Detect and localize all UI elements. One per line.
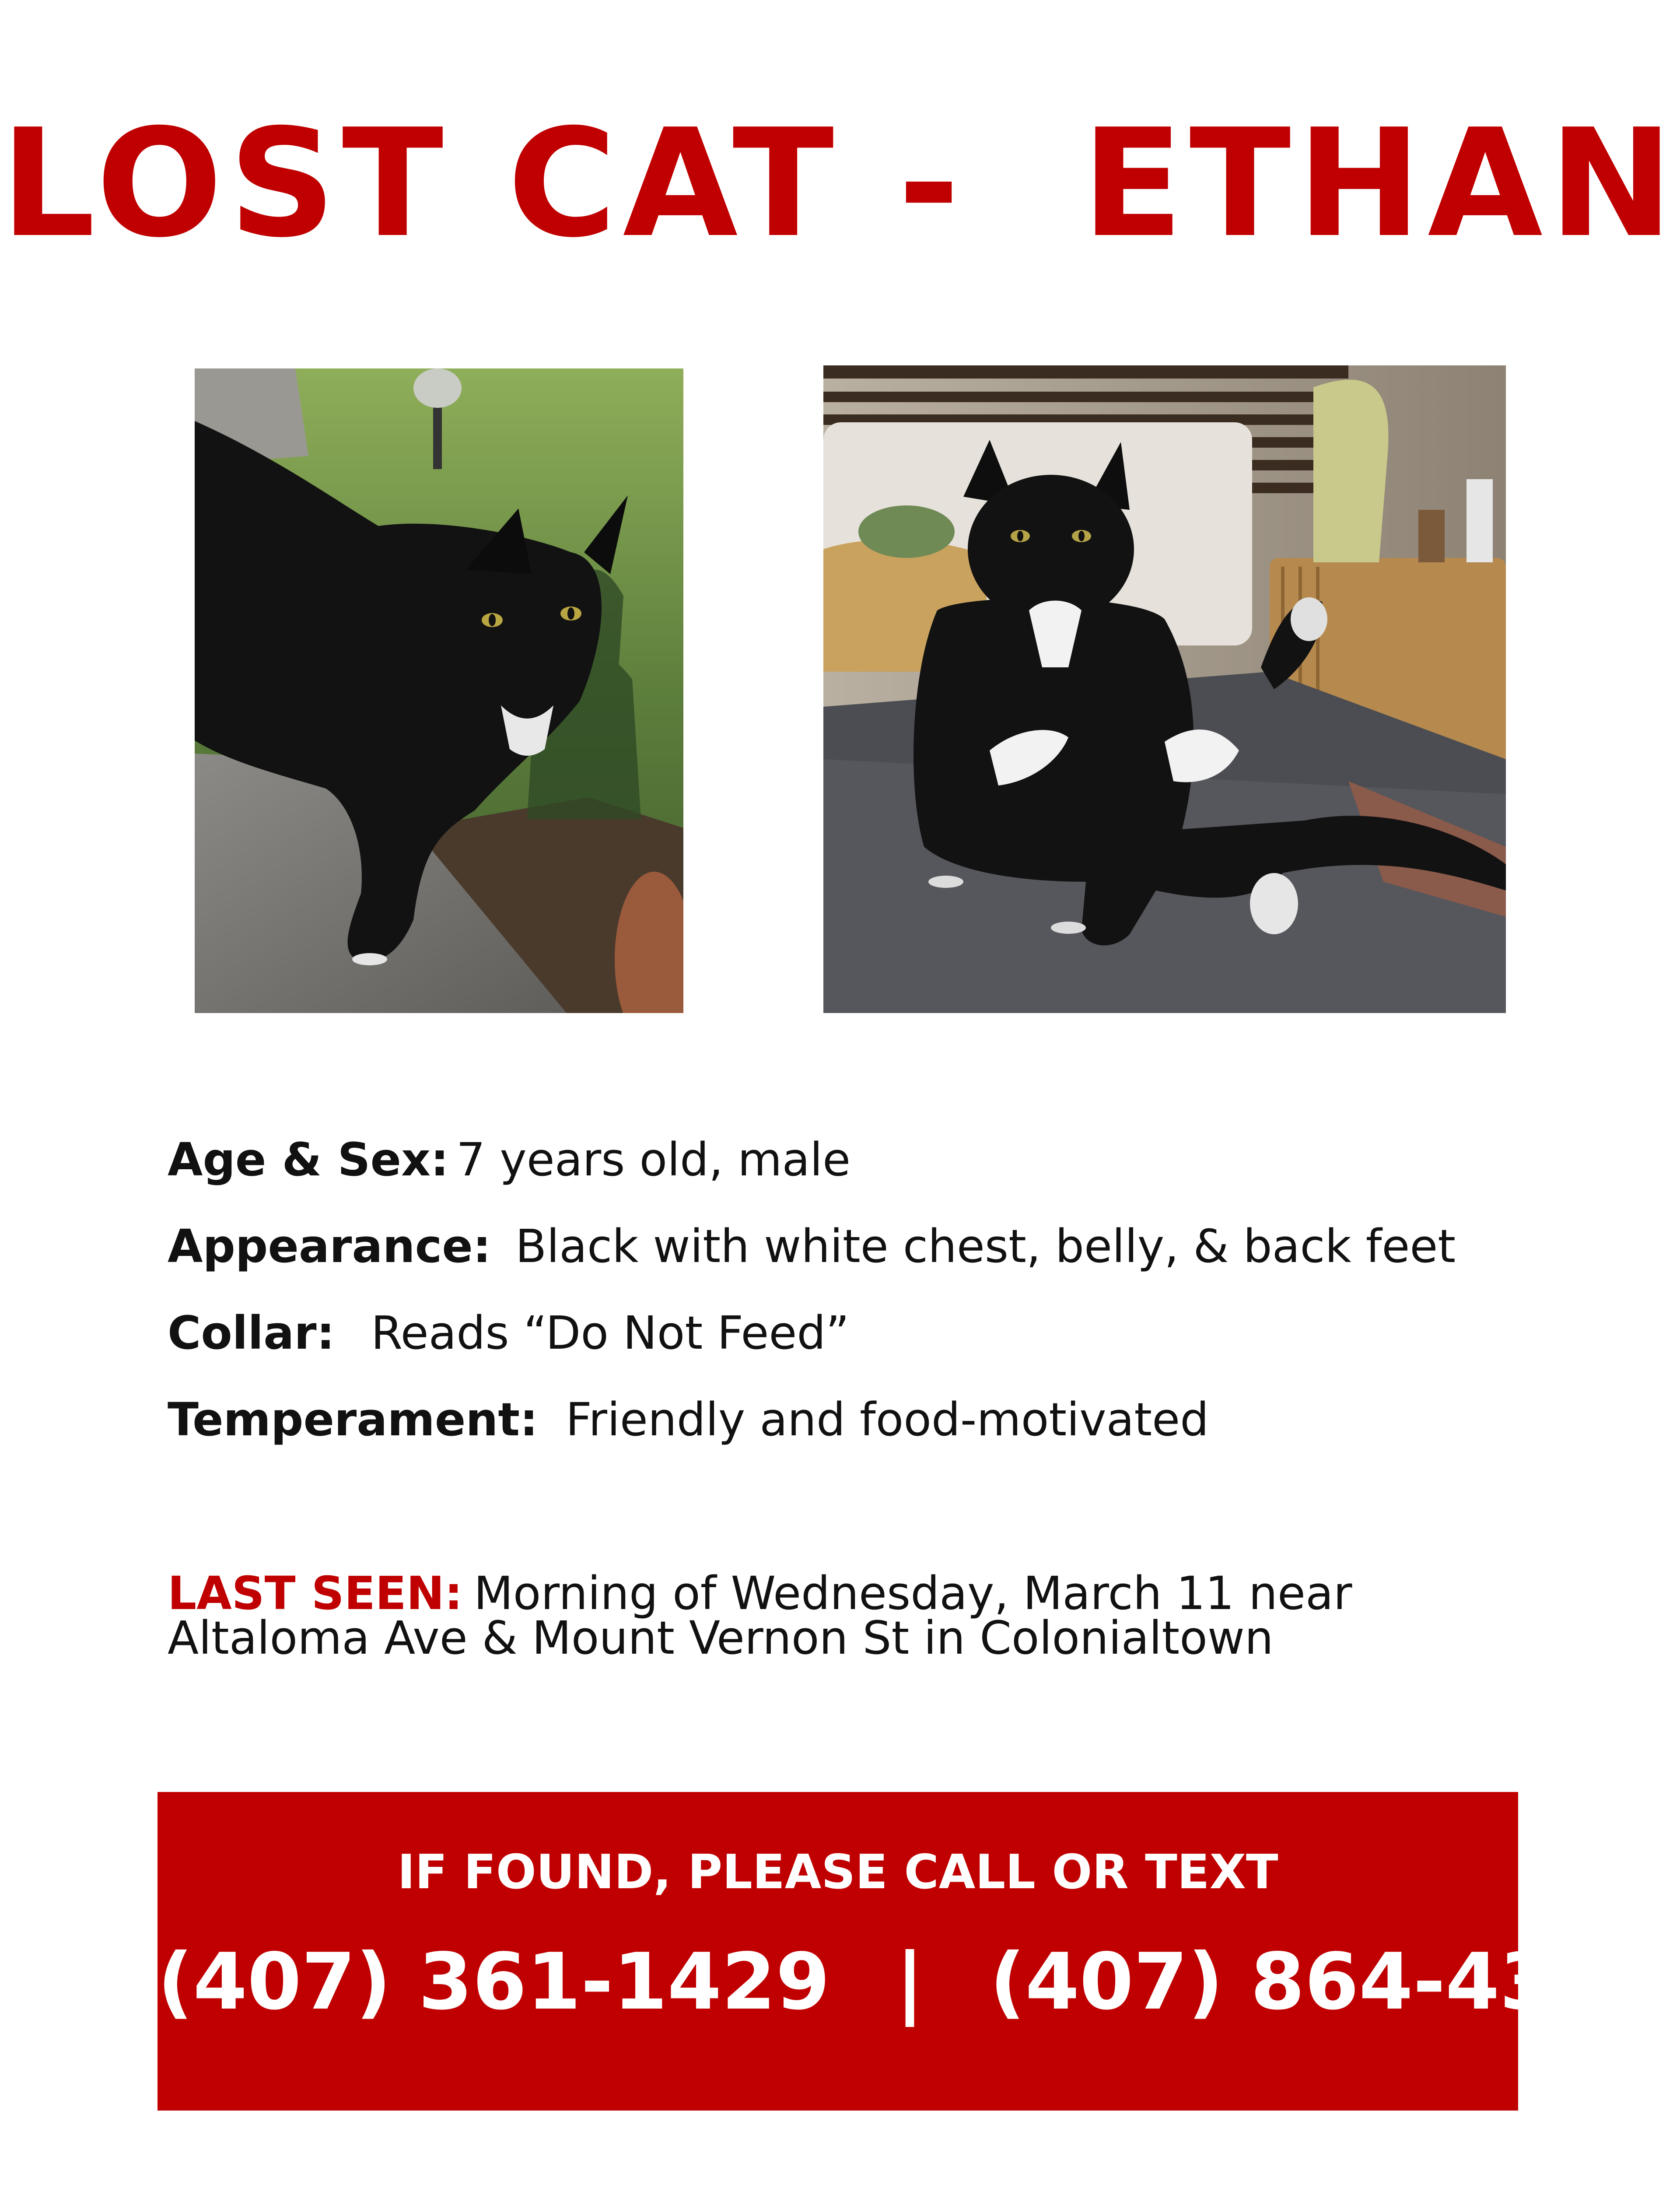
contact-phone-numbers: [158, 1936, 1662, 2027]
detail-row-age-sex: [168, 1127, 1524, 1213]
detail-label: Appearance:: [168, 1220, 491, 1273]
cat-photo-outdoor: [195, 368, 683, 1013]
detail-row-temperament: [168, 1387, 1524, 1473]
cat-photo-outdoor-image: [195, 368, 683, 1013]
detail-value: Reads “Do Not Feed”: [371, 1306, 850, 1360]
detail-row-appearance: [168, 1213, 1524, 1300]
detail-label: Collar:: [168, 1306, 335, 1360]
detail-row-collar: [168, 1300, 1524, 1387]
last-seen-section: [168, 1567, 1524, 1665]
phone-separator: |: [896, 1936, 924, 2027]
last-seen-text-1: Morning of Wednesday, March 11 near: [474, 1567, 1352, 1620]
cat-details: [168, 1127, 1524, 1473]
phone-number-1[interactable]: (407) 361-1429: [158, 1936, 830, 2027]
phone-number-2[interactable]: (407) 864-4373: [990, 1936, 1662, 2027]
poster-title: LOST CAT - ETHAN: [0, 97, 1680, 270]
cat-photo-couch: [823, 365, 1506, 1013]
detail-value: 7 years old, male: [456, 1133, 851, 1186]
detail-label: Age & Sex:: [168, 1133, 449, 1186]
cat-photo-couch-image: [823, 365, 1506, 1013]
detail-label: Temperament:: [168, 1393, 538, 1446]
contact-banner: [158, 1792, 1662, 2111]
last-seen-line-1: [168, 1567, 1524, 1620]
last-seen-text-2: Altaloma Ave & Mount Vernon St in Colonialtown: [168, 1611, 1274, 1665]
detail-value: Friendly and food-motivated: [566, 1393, 1209, 1446]
detail-value: Black with white chest, belly, & back feet: [515, 1220, 1456, 1273]
contact-heading: IF FOUND, PLEASE CALL OR TEXT: [397, 1845, 1278, 1900]
last-seen-label: LAST SEEN:: [168, 1567, 463, 1620]
